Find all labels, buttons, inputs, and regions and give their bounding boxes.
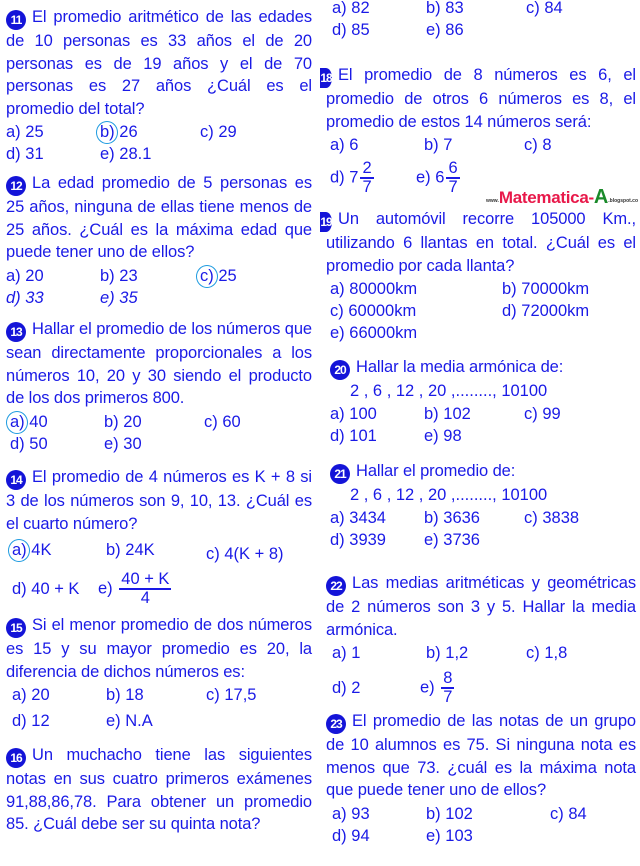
option-c[interactable]: c) 60 bbox=[204, 412, 241, 431]
problem-text: Un muchacho tiene las siguientes notas en sus cuatro primeros exámenes 91,88,86,78. Para obtener un promedio 85. ¿Cuál debe ser su quinta nota? bbox=[6, 746, 312, 833]
problem-text: Si el menor promedio de dos números es 15 y su mayor promedio es 20, la diferencia de dichos números es: bbox=[6, 616, 312, 681]
sequence: 2 , 6 , 12 , 20 ,........, 10100 bbox=[350, 486, 548, 504]
problem-number-badge: 16 bbox=[6, 748, 26, 768]
option-b[interactable]: b) 1,2 bbox=[426, 644, 469, 662]
option-e[interactable]: e) 103 bbox=[426, 826, 473, 845]
option-d[interactable]: d) 2 bbox=[332, 678, 361, 697]
option-e[interactable]: e) 28.1 bbox=[100, 145, 152, 163]
option-e[interactable]: e) $\frac{8}{7}$ bbox=[420, 669, 453, 706]
problem-number-badge: 14 bbox=[6, 470, 26, 490]
answer-options bbox=[326, 642, 636, 664]
answer-options bbox=[326, 403, 636, 447]
option-a[interactable]: a) 20 bbox=[6, 266, 44, 285]
option-e[interactable]: e) 30 bbox=[104, 434, 142, 453]
answer-options bbox=[6, 265, 312, 309]
option-c[interactable]: c) 29 bbox=[200, 123, 237, 141]
option-b[interactable]: b) 18 bbox=[106, 686, 144, 704]
option-d[interactable]: d) 101 bbox=[330, 427, 377, 445]
option-a[interactable]: a) 80000km bbox=[330, 280, 418, 298]
problem-22 bbox=[326, 572, 636, 706]
option-d[interactable]: d) 12 bbox=[12, 712, 50, 730]
problem-text: El promedio de 4 números es K + 8 si 3 de los números son 9, 10, 13. ¿Cuál es el cuarto número? bbox=[6, 468, 312, 533]
option-c[interactable]: c) 17,5 bbox=[206, 686, 257, 704]
option-e[interactable]: e) $\frac{40 + K}{4}$ bbox=[98, 570, 170, 607]
problem-16 bbox=[6, 744, 312, 836]
option-d[interactable]: d) 7 $\frac{2}{7}$ bbox=[330, 159, 372, 196]
answer-options-row2 bbox=[6, 571, 312, 607]
answer-options bbox=[326, 278, 636, 344]
problem-text: Hallar la media armónica de: bbox=[356, 358, 564, 376]
option-b-circled[interactable]: b) 26 bbox=[100, 121, 200, 143]
option-a[interactable]: a) 100 bbox=[330, 405, 377, 423]
option-a[interactable]: a) 93 bbox=[332, 804, 370, 823]
problem-text: Hallar el promedio de los números que sean directamente proporcionales a los números 10, 20 y 30 siendo el producto de los dos primeros 800. bbox=[6, 320, 312, 407]
problem-text: La edad promedio de 5 personas es 25 años, ninguna de ellas tiene menos de 25 años. ¿Cuál es la máxima edad que puede tener uno de ellos? bbox=[6, 174, 312, 261]
option-c[interactable]: c) 60000km bbox=[330, 302, 417, 320]
problem-18 bbox=[320, 64, 636, 196]
option-d[interactable]: d) 3939 bbox=[330, 531, 386, 549]
option-b[interactable]: b) 70000km bbox=[502, 280, 590, 298]
option-b[interactable]: b) 102 bbox=[424, 405, 471, 423]
option-c[interactable]: c) 99 bbox=[524, 405, 561, 423]
problem-number-badge: 23 bbox=[326, 714, 346, 734]
problem-number-badge: 20 bbox=[330, 360, 350, 380]
fraction: $\frac{6}{7}$ bbox=[448, 159, 458, 196]
answer-options bbox=[326, 507, 636, 551]
problem-17-continued bbox=[326, 0, 636, 41]
option-c[interactable]: c) 1,8 bbox=[526, 644, 568, 662]
problem-text: El promedio de las notas de un grupo de 10 alumnos es 75. Si ninguna nota es menos que 73. ¿cuál es la máxima nota que puede tener uno de ellos? bbox=[326, 712, 636, 799]
problem-number-badge: 11 bbox=[6, 10, 26, 30]
option-a[interactable]: a) 3434 bbox=[330, 509, 386, 527]
option-b[interactable]: b) 3636 bbox=[424, 509, 480, 527]
problem-number-badge: 13 bbox=[6, 322, 26, 342]
answer-options bbox=[326, 134, 636, 156]
problem-14 bbox=[6, 466, 312, 607]
option-c[interactable]: c) 4(K + 8) bbox=[206, 545, 284, 563]
option-b[interactable]: b) 102 bbox=[426, 804, 473, 823]
answer-options bbox=[6, 684, 312, 732]
problem-12 bbox=[6, 172, 312, 309]
option-e[interactable]: e) 86 bbox=[426, 21, 464, 39]
answer-options bbox=[326, 0, 636, 41]
answer-options bbox=[326, 803, 636, 847]
answer-options bbox=[6, 539, 312, 565]
option-b[interactable]: b) 20 bbox=[104, 412, 142, 431]
problem-23 bbox=[326, 710, 636, 847]
problem-number-badge: 19 bbox=[320, 212, 332, 232]
option-b[interactable]: b) 83 bbox=[426, 0, 464, 17]
problem-number-badge: 22 bbox=[326, 576, 346, 596]
problem-number-badge: 15 bbox=[6, 618, 26, 638]
sequence: 2 , 6 , 12 , 20 ,........, 10100 bbox=[350, 382, 548, 400]
option-a[interactable]: a) 82 bbox=[332, 0, 370, 17]
option-b[interactable]: b) 7 bbox=[424, 136, 453, 154]
problem-number-badge: 21 bbox=[330, 464, 350, 484]
problem-text: Un automóvil recorre 105000 Km., utilizando 6 llantas en total. ¿Cuál es el promedio por cada llanta? bbox=[326, 210, 636, 275]
option-e[interactable]: e) 6 $\frac{6}{7}$ bbox=[416, 159, 458, 196]
option-d[interactable]: d) 31 bbox=[6, 145, 44, 163]
option-a[interactable]: a) 20 bbox=[12, 686, 50, 704]
option-e[interactable]: e) N.A bbox=[106, 712, 153, 730]
problem-number-badge: 18 bbox=[320, 68, 332, 88]
answer-options-row2 bbox=[326, 670, 636, 706]
option-d[interactable]: d) 33 bbox=[6, 288, 44, 307]
option-b[interactable]: b) 24K bbox=[106, 541, 155, 559]
answer-options bbox=[6, 121, 312, 165]
problem-number-badge: 12 bbox=[6, 176, 26, 196]
option-b[interactable]: b) 23 bbox=[100, 266, 138, 285]
option-e[interactable]: e) 3736 bbox=[424, 531, 480, 549]
option-d[interactable]: d) 40 + K bbox=[12, 579, 80, 598]
fraction: $\frac{2}{7}$ bbox=[362, 159, 372, 196]
option-a-circled[interactable]: a) 40 bbox=[10, 411, 104, 433]
problem-19 bbox=[320, 208, 636, 344]
option-d[interactable]: d) 50 bbox=[10, 434, 48, 453]
option-e[interactable]: e) 35 bbox=[100, 288, 138, 307]
problem-text: El promedio de 8 números es 6, el promedio de otros 6 números es 8, el promedio de estos 14 números será: bbox=[326, 66, 636, 131]
option-a[interactable]: a) 6 bbox=[330, 136, 359, 154]
problem-15 bbox=[6, 614, 312, 732]
option-a[interactable]: a) 1 bbox=[332, 644, 361, 662]
option-d[interactable]: d) 85 bbox=[332, 21, 370, 39]
fraction: $\frac{40 + K}{4}$ bbox=[121, 570, 170, 607]
problem-21 bbox=[326, 460, 636, 551]
option-c[interactable]: c) 84 bbox=[550, 804, 587, 823]
problem-text: El promedio aritmético de las edades de 10 personas es 33 años el de 20 personas es de 19 años y el de 70 personas es 27 años ¿Cuál es el promedio del total? bbox=[6, 8, 312, 118]
fraction: $\frac{8}{7}$ bbox=[443, 669, 453, 706]
watermark-logo: www.Matematica-A.blogspot.co bbox=[486, 186, 639, 208]
option-e[interactable]: e) 98 bbox=[424, 427, 462, 445]
problem-11 bbox=[6, 6, 312, 165]
option-e[interactable]: e) 66000km bbox=[330, 324, 418, 342]
problem-text: Hallar el promedio de: bbox=[356, 462, 516, 480]
option-d[interactable]: d) 94 bbox=[332, 826, 370, 845]
option-c[interactable]: c) 8 bbox=[524, 136, 552, 154]
answer-options bbox=[6, 411, 312, 455]
option-c-circled[interactable]: c) 25 bbox=[200, 265, 300, 287]
option-c[interactable]: c) 84 bbox=[526, 0, 563, 17]
option-a-circled[interactable]: a) 4K bbox=[12, 539, 106, 565]
problem-text: Las medias aritméticas y geométricas de 2 números son 3 y 5. Hallar la media armónica. bbox=[326, 574, 636, 639]
option-d[interactable]: d) 72000km bbox=[502, 302, 590, 320]
problem-13 bbox=[6, 318, 312, 455]
option-a[interactable]: a) 25 bbox=[6, 123, 44, 141]
option-c[interactable]: c) 3838 bbox=[524, 509, 580, 527]
problem-20 bbox=[326, 356, 636, 447]
